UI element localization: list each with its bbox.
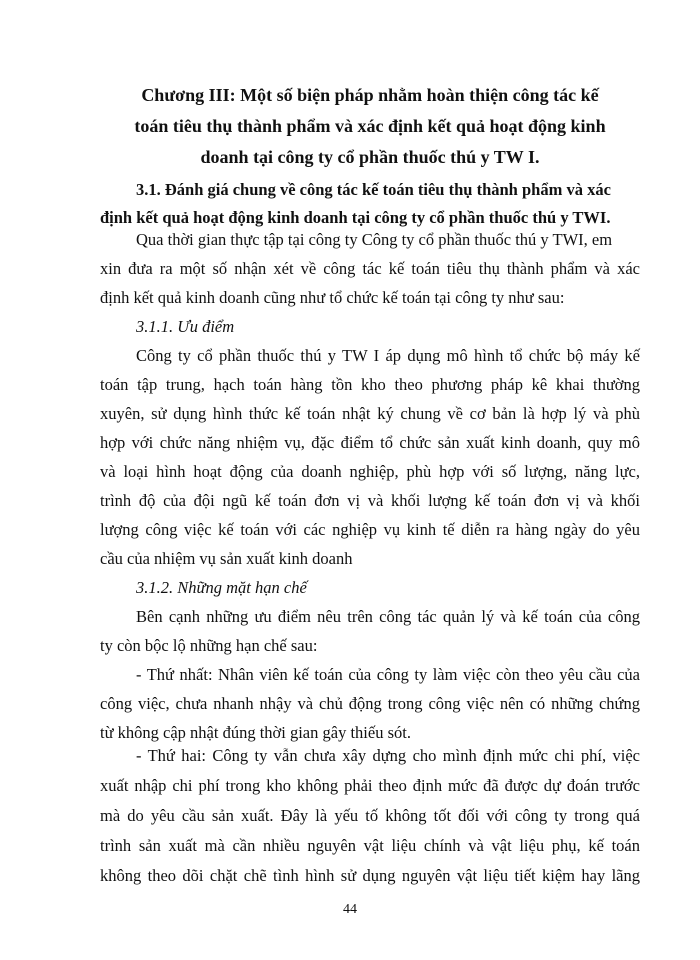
paragraph-line: - Thứ hai: Công ty vẫn chưa xây dựng cho mình định mức chi phí, việc [136, 746, 640, 765]
paragraph-line: trình độ của đội ngũ kế toán đơn vị và khối lượng kế toán đơn vị và khối [100, 491, 640, 510]
subsection-heading: 3.1.2. Những mặt hạn chế [136, 578, 307, 597]
paragraph-line: không theo dõi chặt chẽ tình hình sử dụng nguyên vật liệu tiết kiệm hay lãng [100, 866, 640, 885]
paragraph-line: từ không cập nhật đúng thời gian gây thiếu sót. [100, 723, 411, 742]
paragraph-line: xuất nhập chi phí trong kho không phải theo định mức đã được dự đoán trước [100, 776, 640, 795]
paragraph-line: công việc, chưa nhanh nhậy và chủ động trong công việc nên có những chứng [100, 694, 640, 713]
paragraph-line: trình sản xuất mà cần nhiều nguyên vật liệu chính và vật liệu phụ, kế toán [100, 836, 640, 855]
paragraph-line: - Thứ nhất: Nhân viên kế toán của công ty làm việc còn theo yêu cầu của [136, 665, 640, 684]
paragraph-line: định kết quả kinh doanh cũng như tổ chức kế toán tại công ty như sau: [100, 288, 565, 307]
paragraph-line: cầu của nhiệm vụ sản xuất kinh doanh [100, 549, 353, 568]
section-heading-line: định kết quả hoạt động kinh doanh tại công ty cổ phần thuốc thú y TWI. [100, 208, 611, 227]
paragraph-line: Qua thời gian thực tập tại công ty Công ty cổ phần thuốc thú y TWI, em [136, 230, 613, 249]
paragraph-line: xin đưa ra một số nhận xét về công tác kế toán tiêu thụ thành phẩm và xác [100, 259, 640, 278]
paragraph-line: lượng công việc kế toán với các nghiệp vụ kinh tế diễn ra hàng ngày do yêu [100, 520, 640, 539]
page-number: 44 [343, 902, 357, 917]
paragraph-line: và loại hình hoạt động của doanh nghiệp, phù hợp với số lượng, năng lực, [100, 462, 640, 481]
paragraph-line: mà do yêu cầu sản xuất. Đây là yếu tố không tốt đối với công ty trong quá [100, 806, 640, 825]
paragraph-line: Công ty cổ phần thuốc thú y TW I áp dụng mô hình tổ chức bộ máy kế [136, 346, 640, 365]
chapter-title [100, 80, 640, 173]
section-heading-line: 3.1. Đánh giá chung về công tác kế toán tiêu thụ thành phẩm và xác [136, 180, 611, 199]
paragraph-line: toán tập trung, hạch toán hàng tồn kho theo phương pháp kê khai thường [100, 375, 640, 394]
paragraph-line: ty còn bộc lộ những hạn chế sau: [100, 636, 318, 655]
paragraph-line: xuyên, sử dụng hình thức kế toán nhật ký chung về cơ bản là hợp lý và phù [100, 404, 640, 423]
paragraph-line: hợp với chức năng nhiệm vụ, đặc điểm tổ chức sản xuất kinh doanh, quy mô [100, 433, 640, 452]
chapter-title-line: toán tiêu thụ thành phẩm và xác định kết quả hoạt động kinh [134, 116, 606, 136]
chapter-title-line: doanh tại công ty cổ phần thuốc thú y TW I. [200, 147, 540, 167]
subsection-heading: 3.1.1. Ưu điểm [136, 317, 235, 336]
chapter-title-line: Chương III: Một số biện pháp nhằm hoàn thiện công tác kế [141, 85, 599, 105]
paragraph-line: Bên cạnh những ưu điểm nêu trên công tác quản lý và kế toán của công [136, 607, 640, 626]
